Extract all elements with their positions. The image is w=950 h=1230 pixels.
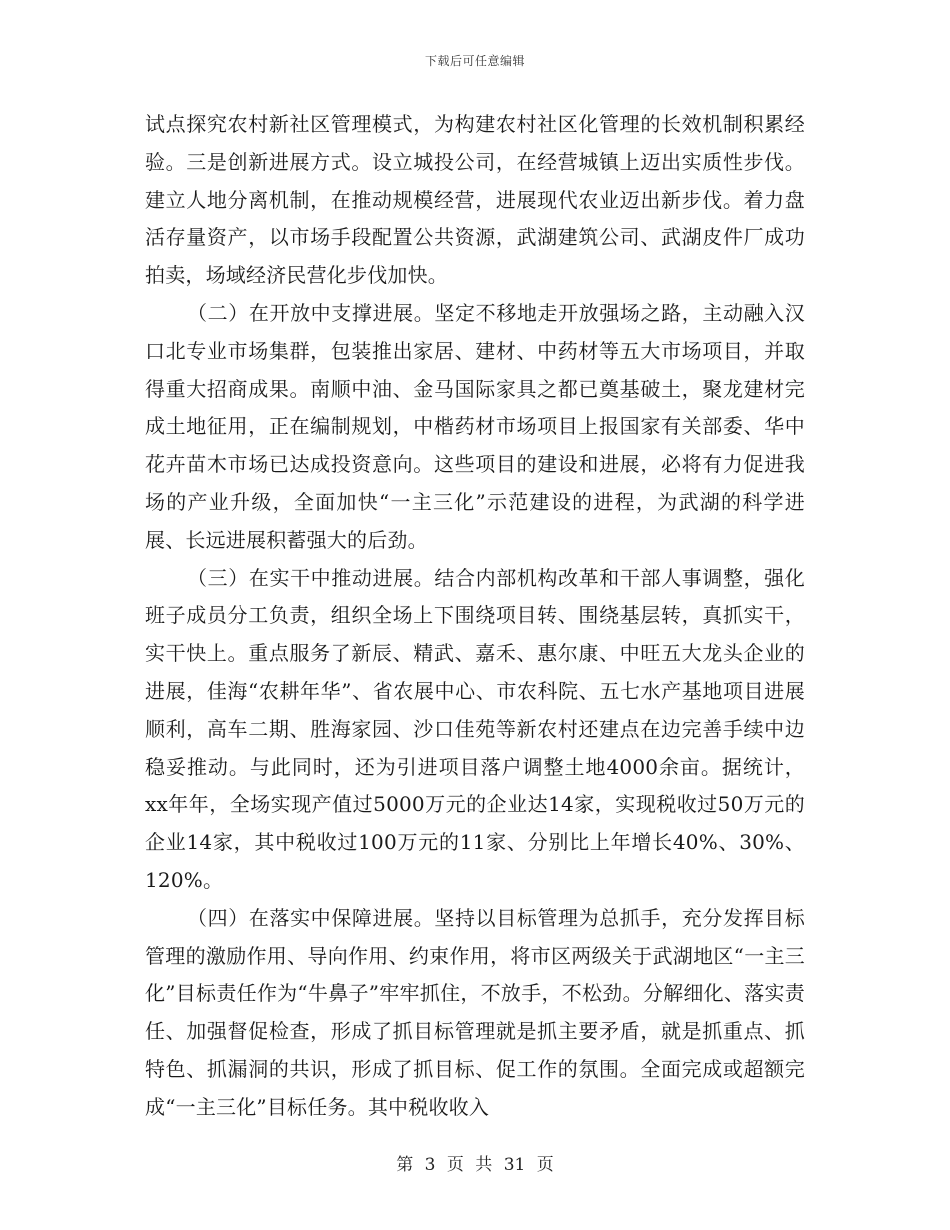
paragraph-section-3: （三）在实干中推动进展。结合内部机构改革和干部人事调整，强化班子成员分工负责，组织全场上下围绕项目转、围绕基层转，真抓实干，实干快上。重点服务了新辰、精武、嘉禾、惠尔康、中旺五大龙头企业的进展，佳海“农耕年华”、省农展中心、市农科院、五七水产基地项目进展顺利，高车二期、胜海家园、沙口佳苑等新农村还建点在边完善手续中边稳妥推动。与此同时，还为引进项目落户调整土地4000余亩。据统计，xx年年，全场实现产值过5000万元的企业达14家，实现税收过50万元的企业14家，其中税收过100万元的11家、分别比上年增长40%、30%、120%。 [145,565,805,892]
page-footer: 第 3 页 共 31 页 [396,1155,554,1175]
paragraph-section-2: （二）在开放中支撑进展。坚定不移地走开放强场之路，主动融入汉口北专业市场集群，包装推出家居、建材、中药材等五大市场项目，并取得重大招商成果。南顺中油、金马国际家具之都已奠基破土，聚龙建材完成土地征用，正在编制规划，中楷药材市场项目上报国家有关部委、华中花卉苗木市场已达成投资意向。这些项目的建设和进展，必将有力促进我场的产业升级，全面加快“一主三化”示范建设的进程，为武湖的科学进展、长远进展积蓄强大的后劲。 [145,300,805,552]
paragraph-continuation: 试点探究农村新社区管理模式，为构建农村社区化管理的长效机制积累经验。三是创新进展方式。设立城投公司，在经营城镇上迈出实质性步伐。建立人地分离机制，在推动规模经营，进展现代农业迈出新步伐。着力盘活存量资产，以市场手段配置公共资源，武湖建筑公司、武湖皮件厂成功拍卖，场域经济民营化步伐加快。 [145,112,805,288]
paragraph-section-4: （四）在落实中保障进展。坚持以目标管理为总抓手，充分发挥目标管理的激励作用、导向作用、约束作用，将市区两级关于武湖地区“一主三化”目标责任作为“牛鼻子”牢牢抓住，不放手，不松劲。分解细化、落实责任、加强督促检查，形成了抓目标管理就是抓主要矛盾，就是抓重点、抓特色、抓漏洞的共识，形成了抓目标、促工作的氛围。全面完成或超额完成“一主三化”目标任务。其中税收收入 [145,905,805,1119]
page-header: 下载后可任意编辑 [424,54,525,68]
document-body [145,106,805,1127]
